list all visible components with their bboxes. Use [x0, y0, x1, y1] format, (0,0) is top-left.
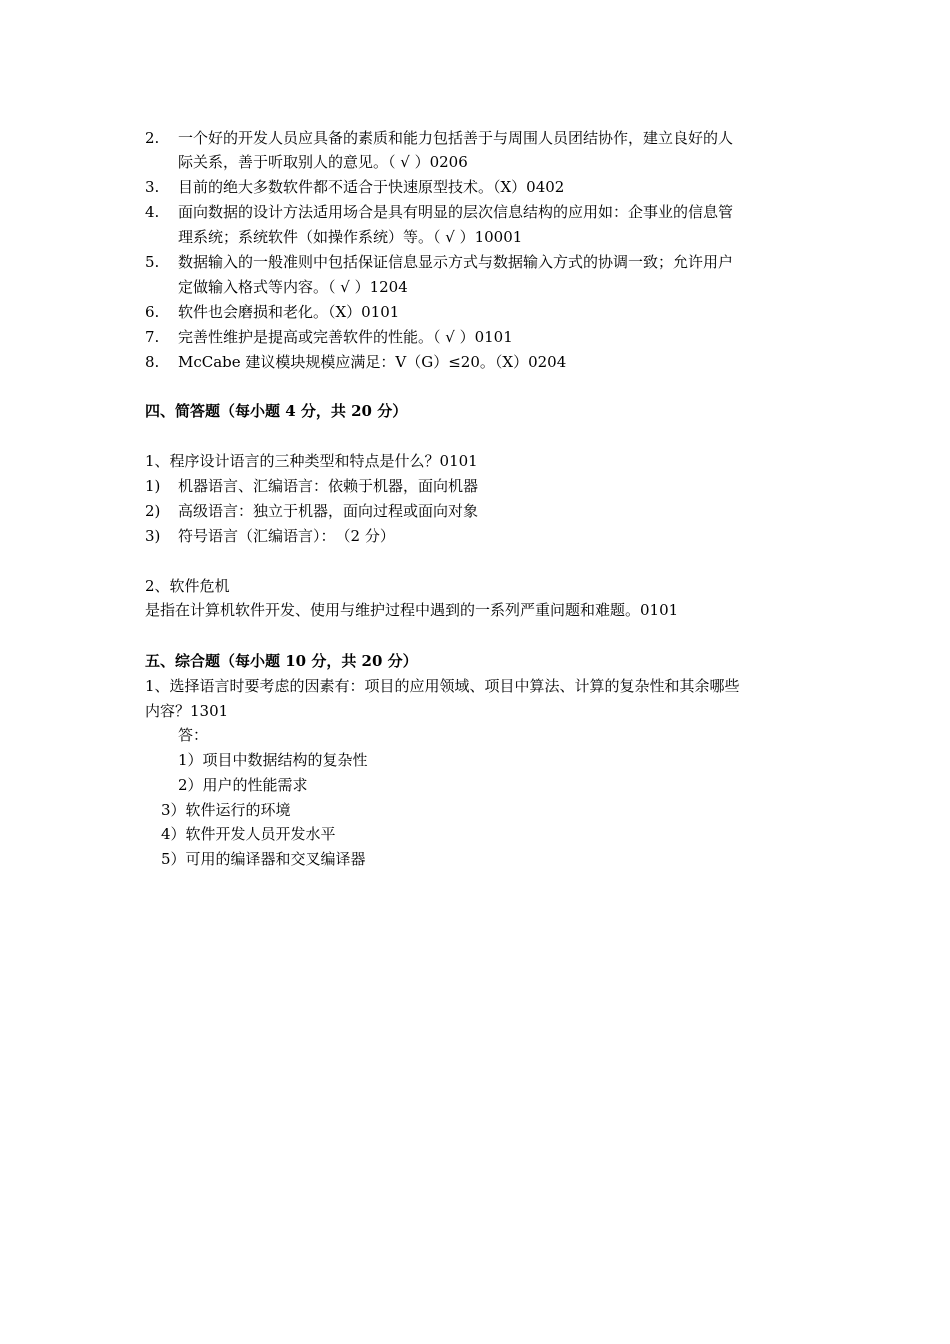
section4-title: 四、简答题（每小题 4 分，共 20 分） [145, 402, 408, 420]
answer-item: 1）项目中数据结构的复杂性 [178, 751, 368, 769]
answer-label: 答： [178, 726, 209, 744]
q1-item-number: 1) [145, 477, 161, 495]
section4-q2-answer: 是指在计算机软件开发、使用与维护过程中遇到的一系列严重问题和难题。0101 [145, 601, 679, 619]
q1-item-number: 2) [145, 502, 161, 520]
item-text: 数据输入的一般准则中包括保证信息显示方式与数据输入方式的协调一致；允许用户 [178, 253, 734, 271]
item-text: 面向数据的设计方法适用场合是具有明显的层次信息结构的应用如：企事业的信息管 [178, 203, 734, 221]
section4-q1: 1、程序设计语言的三种类型和特点是什么？0101 [145, 452, 478, 470]
item-number: 7. [145, 328, 160, 346]
section5-q1-line2: 内容？1301 [145, 702, 229, 720]
q1-item-text: 高级语言：独立于机器，面向过程或面向对象 [178, 502, 479, 520]
section4-q2: 2、软件危机 [145, 577, 230, 595]
q1-item-number: 3) [145, 527, 161, 545]
item-text: 际关系，善于听取别人的意见。（ √ ）0206 [178, 153, 468, 171]
item-text: 目前的绝大多数软件都不适合于快速原型技术。（X）0402 [178, 178, 565, 196]
item-number: 3. [145, 178, 160, 196]
item-text: 完善性维护是提高或完善软件的性能。（ √ ）0101 [178, 328, 513, 346]
q1-item-text: 机器语言、汇编语言：依赖于机器，面向机器 [178, 477, 479, 495]
item-number: 6. [145, 303, 160, 321]
item-text: 软件也会磨损和老化。（X）0101 [178, 303, 400, 321]
answer-item: 5）可用的编译器和交叉编译器 [161, 850, 366, 868]
item-number: 8. [145, 353, 160, 371]
answer-item: 4）软件开发人员开发水平 [161, 825, 336, 843]
section5-q1-line1: 1、选择语言时要考虑的因素有：项目的应用领域、项目中算法、计算的复杂性和其余哪些 [145, 677, 740, 695]
item-text: 一个好的开发人员应具备的素质和能力包括善于与周围人员团结协作，建立良好的人 [178, 129, 734, 147]
answer-item: 3）软件运行的环境 [161, 801, 291, 819]
item-number: 2. [145, 129, 160, 147]
item-number: 4. [145, 203, 160, 221]
item-text: 理系统；系统软件（如操作系统）等。（ √ ）10001 [178, 228, 523, 246]
answer-item: 2）用户的性能需求 [178, 776, 308, 794]
section5-title: 五、综合题（每小题 10 分，共 20 分） [145, 652, 418, 670]
item-text: McCabe 建议模块规模应满足：V（G）≤20。（X）0204 [178, 353, 567, 371]
item-number: 5. [145, 253, 160, 271]
q1-item-text: 符号语言（汇编语言）： （2 分） [178, 527, 395, 545]
item-text: 定做输入格式等内容。（ √ ）1204 [178, 278, 408, 296]
